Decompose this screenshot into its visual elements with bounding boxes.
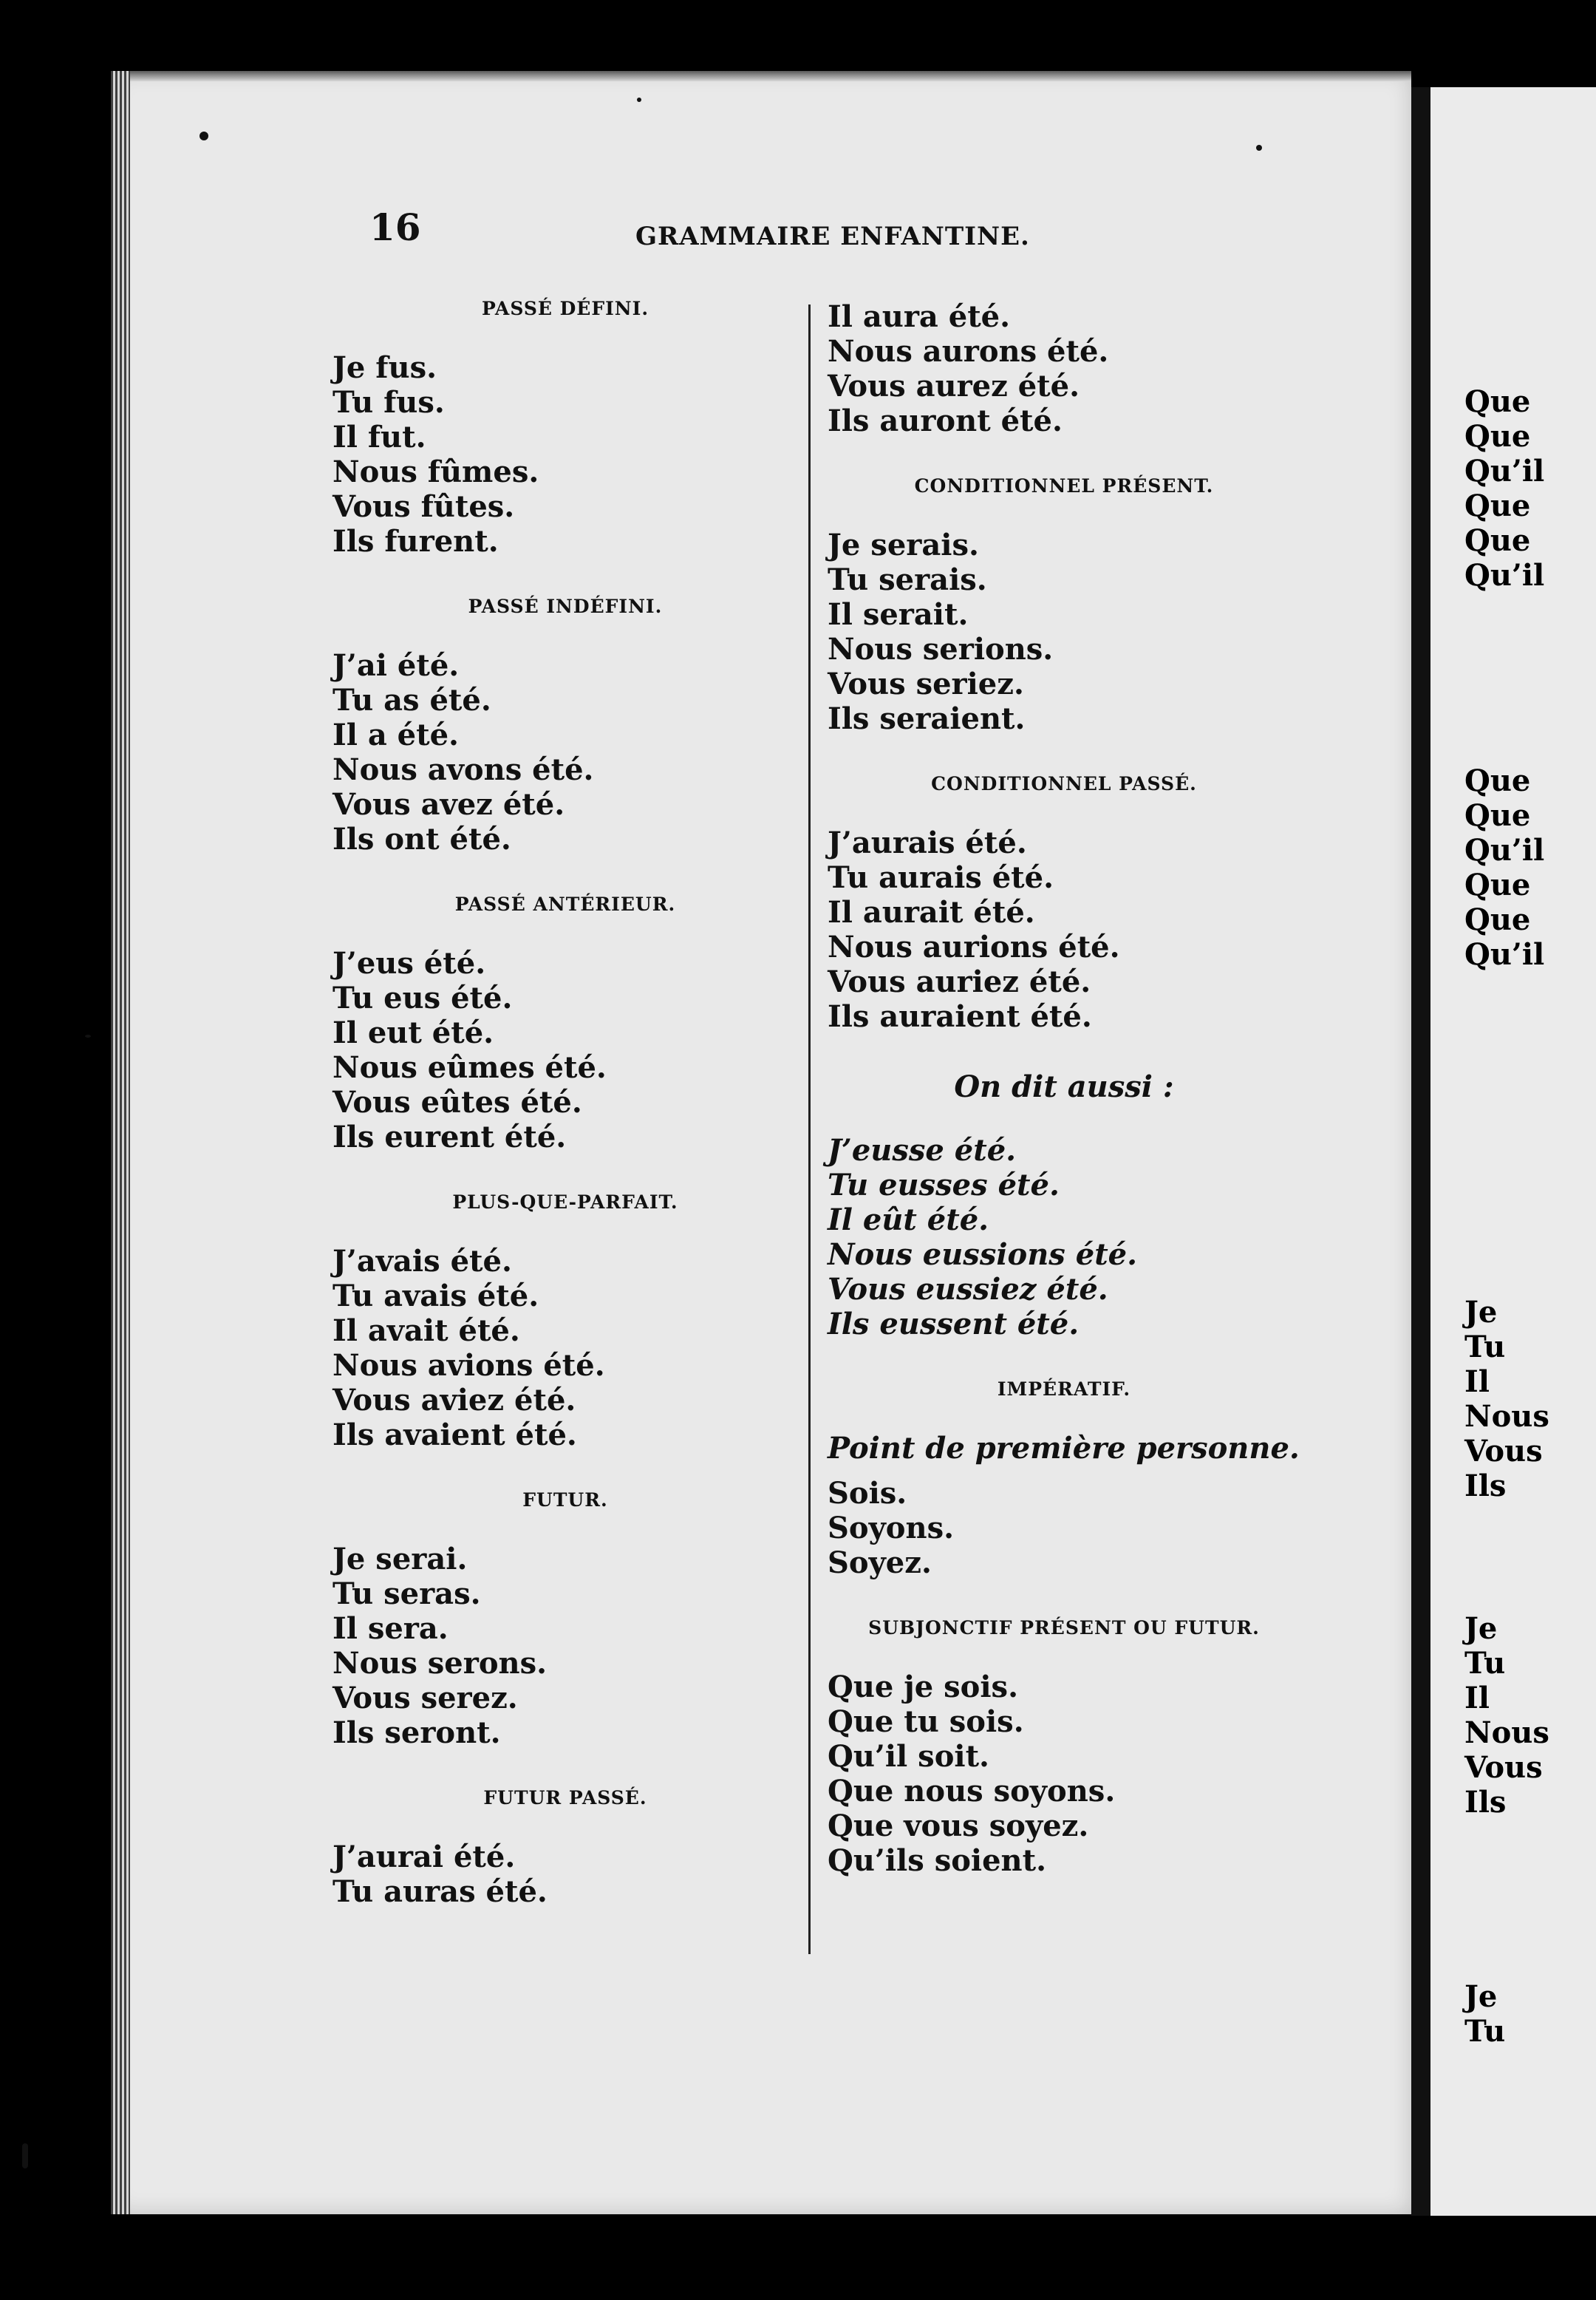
section-title: PASSÉ DÉFINI. [481,298,649,319]
next-page-word: Que [1464,384,1531,419]
section-passe-anterieur [332,895,798,1154]
next-page-word: Je [1464,1979,1498,2014]
conjugation-line: Vous aurez été. [828,369,1080,404]
next-page-word: Que [1464,902,1531,937]
next-page-word: Il [1464,1681,1490,1715]
conjugation-line: Tu as été. [332,683,491,718]
page-speck [200,132,208,140]
conjugation-line: J’eusse été. [828,1133,1017,1168]
conjugation-line: Tu eus été. [332,981,513,1015]
conjugation-line: Ils eurent été. [332,1120,567,1154]
next-page-group-5 [1464,1979,1505,2049]
conjugation-line: Que je sois. [828,1670,1018,1704]
page-speck [85,1035,91,1038]
next-page-group-4 [1464,1611,1549,1820]
conjugation-line: Vous fûtes. [332,489,515,524]
conjugation-line: Il serait. [828,597,969,632]
conjugation-line: Sois. [828,1476,907,1511]
conjugation-line: Qu’il soit. [828,1739,989,1774]
conjugation-line: Vous aviez été. [332,1383,576,1418]
section-futur-passe-continuation [828,299,1300,438]
next-page-word: Il [1464,1364,1490,1399]
next-page-word: Ils [1464,1469,1507,1503]
conjugation-line: Nous aurons été. [828,334,1109,369]
next-page-word: Vous [1464,1434,1543,1469]
next-page-word: Que [1464,419,1531,454]
conjugation-line: Ils avaient été. [332,1418,577,1452]
page-number: 16 [369,205,421,249]
section-conditionnel-present [828,477,1300,736]
section-title: CONDITIONNEL PRÉSENT. [914,475,1214,497]
section-title: IMPÉRATIF. [997,1378,1131,1400]
next-page-group-3 [1464,1295,1549,1503]
next-page-word: Qu’il [1464,454,1545,489]
conjugation-line: Nous avions été. [332,1348,605,1383]
page-edge-left [111,71,130,2214]
next-page-word: Tu [1464,1646,1506,1681]
conjugation-line: Tu eusses été. [828,1168,1060,1202]
conjugation-line: Il a été. [332,718,459,752]
conjugation-line: Nous eussions été. [828,1237,1138,1272]
section-futur [332,1491,798,1750]
section-passe-defini [332,299,798,559]
next-page-word: Que [1464,868,1531,902]
section-subjonctif [828,1619,1300,1878]
conjugation-line: Vous avez été. [332,787,565,822]
conjugation-line: Je fus. [332,350,437,385]
conjugation-line: Il eût été. [828,1202,989,1237]
page-speck [637,98,641,102]
conjugation-line: Ils auront été. [828,404,1063,438]
conjugation-line: Ils seraient. [828,701,1026,736]
next-page-word: Nous [1464,1399,1549,1434]
conjugation-line: Tu avais été. [332,1279,539,1313]
section-title: PASSÉ ANTÉRIEUR. [454,894,676,915]
conjugation-line: J’aurais été. [828,826,1027,860]
conjugation-line: Ils eussent été. [828,1307,1080,1341]
next-page-word: Nous [1464,1715,1549,1750]
page-speck [22,2143,28,2168]
conjugation-line: Ils auraient été. [828,999,1092,1034]
section-plus-que-parfait [332,1193,798,1452]
column-divider [808,304,811,1954]
page-edge-top [130,71,1411,81]
conjugation-line: Tu seras. [332,1576,481,1611]
conjugation-line: Tu auras été. [332,1874,548,1909]
next-page-word: Que [1464,798,1531,833]
running-head: GRAMMAIRE ENFANTINE. [635,222,1030,251]
conjugation-line: Il aura été. [828,299,1011,334]
conjugation-line: Ils seront. [332,1715,501,1750]
next-page-group-1 [1464,384,1544,593]
conjugation-line: Nous serions. [828,632,1054,667]
next-page-group-2 [1464,763,1544,972]
section-imperatif [828,1380,1300,1580]
conjugation-line: Vous seriez. [828,667,1024,701]
conjugation-line: Il aurait été. [828,895,1035,930]
conjugation-line: Vous eûtes été. [332,1085,582,1120]
conjugation-line: Vous auriez été. [828,964,1091,999]
conjugation-line: Soyez. [828,1545,932,1580]
conjugation-line: Ils ont été. [332,822,511,857]
conjugation-line: J’avais été. [332,1244,512,1279]
section-conditionnel-passe [828,775,1300,1034]
next-page-word: Qu’il [1464,937,1545,972]
next-page-word: Qu’il [1464,558,1545,593]
section-futur-passe [332,1789,798,1909]
left-text-column [332,299,798,1947]
conjugation-line: J’eus été. [332,946,486,981]
conjugation-line: Il sera. [332,1611,449,1646]
next-page-word: Vous [1464,1750,1543,1785]
conjugation-line: Il fut. [332,420,426,455]
section-title: CONDITIONNEL PASSÉ. [931,773,1197,795]
conjugation-line: Je serai. [332,1542,468,1576]
conjugation-line: J’aurai été. [332,1840,516,1874]
next-page-word: Je [1464,1611,1498,1646]
section-title: FUTUR. [522,1489,608,1511]
next-page [1411,87,1596,2216]
section-passe-indefini [332,597,798,857]
conjugation-line: Que vous soyez. [828,1809,1089,1843]
next-page-word: Tu [1464,1330,1506,1364]
conjugation-line: Soyons. [828,1511,955,1545]
section-title: PASSÉ INDÉFINI. [468,596,663,617]
page-speck [1256,145,1262,151]
conjugation-line: Vous serez. [332,1681,518,1715]
next-page-word: Tu [1464,2014,1506,2049]
section-heading: On dit aussi : [954,1069,1174,1104]
next-page-word: Que [1464,489,1531,523]
conjugation-line: Vous eussiez été. [828,1272,1108,1307]
section-note: Point de première personne. [828,1431,1300,1466]
conjugation-line: Tu aurais été. [828,860,1054,895]
conjugation-line: Nous eûmes été. [332,1050,607,1085]
section-on-dit-aussi [828,1069,1300,1341]
conjugation-line: Nous fûmes. [332,455,539,489]
section-title: FUTUR PASSÉ. [483,1787,647,1809]
next-page-word: Que [1464,763,1531,798]
section-title: SUBJONCTIF PRÉSENT OU FUTUR. [868,1617,1260,1639]
conjugation-line: Tu serais. [828,562,987,597]
right-text-column [828,299,1300,1916]
conjugation-line: Tu fus. [332,385,445,420]
conjugation-line: Ils furent. [332,524,499,559]
next-page-word: Je [1464,1295,1498,1330]
conjugation-line: Nous aurions été. [828,930,1120,964]
conjugation-line: Nous serons. [332,1646,548,1681]
section-title: PLUS-QUE-PARFAIT. [452,1191,678,1213]
next-page-word: Ils [1464,1785,1507,1820]
next-page-word: Qu’il [1464,833,1545,868]
conjugation-line: Je serais. [828,528,979,562]
conjugation-line: Nous avons été. [332,752,594,787]
page-header [0,205,1596,265]
conjugation-line: Que nous soyons. [828,1774,1116,1809]
conjugation-line: Il avait été. [332,1313,520,1348]
conjugation-line: J’ai été. [332,648,460,683]
conjugation-line: Que tu sois. [828,1704,1024,1739]
conjugation-line: Il eut été. [332,1015,494,1050]
next-page-word: Que [1464,523,1531,558]
conjugation-line: Qu’ils soient. [828,1843,1047,1878]
